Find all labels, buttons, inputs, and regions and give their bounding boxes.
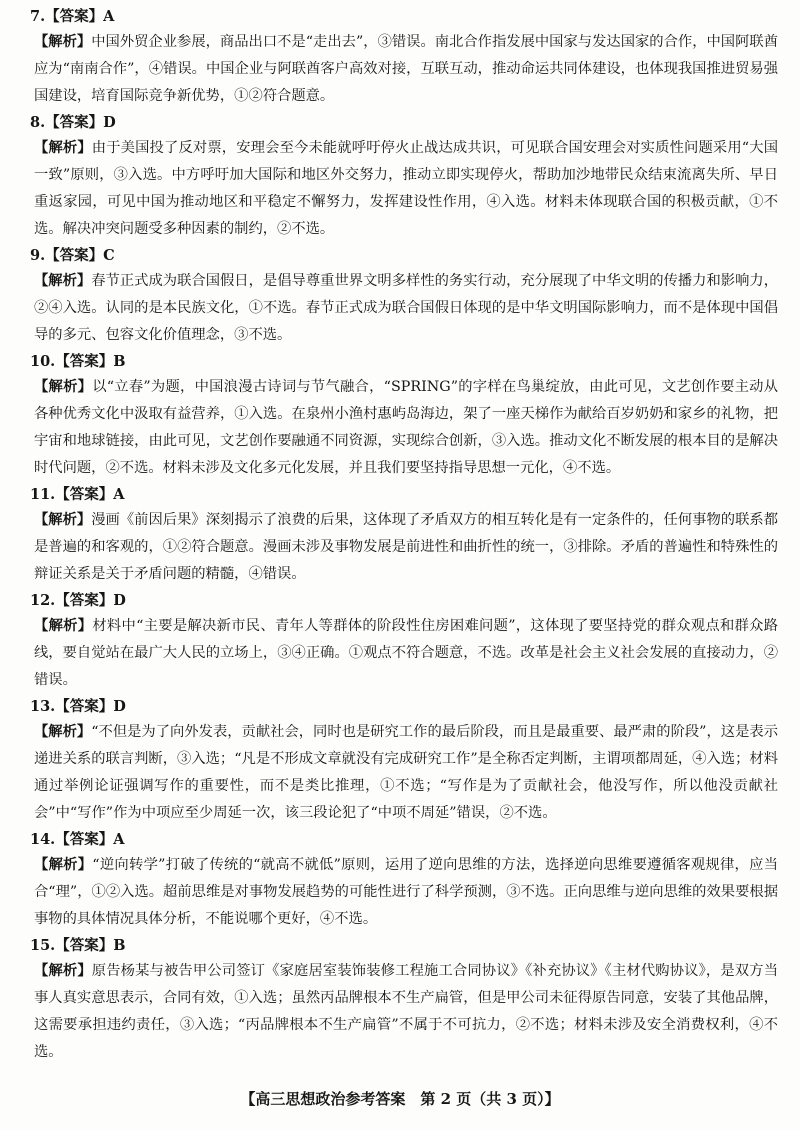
answer-line (30, 110, 778, 135)
explanation-tag: 【解析】 (34, 379, 93, 395)
answer-letter: A (113, 486, 125, 503)
answer-letter: B (113, 353, 126, 370)
answer-tag: 【答案】 (55, 937, 114, 954)
explanation (34, 268, 778, 349)
explanation (34, 507, 778, 588)
answer-letter: A (113, 831, 125, 848)
answer-line (30, 4, 778, 29)
answer-letter: D (103, 114, 116, 131)
question-12 (30, 588, 778, 694)
question-number: 7. (30, 8, 46, 25)
question-7 (30, 4, 778, 110)
answer-line (30, 827, 778, 852)
answer-tag: 【答案】 (55, 353, 114, 370)
question-15 (30, 933, 778, 1066)
answer-letter: D (113, 592, 126, 609)
explanation-text: 原告杨某与被告甲公司签订《家庭居室装饰装修工程施工合同协议》《补充协议》《主材代购协议》，是双方当事人真实意思表示，合同有效，①入选；虽然丙品牌根本不生产扁管，但是甲公司未征得原告同意，安装了其他品牌，这需要承担违约责任，③入选；“丙品牌根本不生产扁管”不属于不可抗力，②不选；材料未涉及安全消费权利，④不选。 (34, 963, 778, 1060)
answer-tag: 【答案】 (55, 698, 114, 715)
question-number: 13. (30, 698, 56, 715)
answer-letter: B (113, 937, 126, 954)
question-8 (30, 110, 778, 243)
explanation (34, 958, 778, 1066)
explanation-tag: 【解析】 (34, 34, 92, 50)
answer-document (30, 4, 778, 1066)
explanation-text: 春节正式成为联合国假日，是倡导尊重世界文明多样性的务实行动，充分展现了中华文明的传播力和影响力，②④入选。认同的是本民族文化，①不选。春节正式成为联合国假日体现的是中华文明国际影响力，而不是体现中国倡导的多元、包容文化价值理念，③不选。 (34, 273, 778, 343)
explanation-text: 漫画《前因后果》深刻揭示了浪费的后果，这体现了矛盾双方的相互转化是有一定条件的，任何事物的联系都是普遍的和客观的，①②符合题意。漫画未涉及事物发展是前进性和曲折性的统一，③排除。矛盾的普遍性和特殊性的辩证关系是关于矛盾问题的精髓，④错误。 (34, 512, 778, 582)
explanation (34, 29, 778, 110)
explanation (34, 852, 778, 933)
answer-letter: C (103, 247, 115, 264)
explanation-tag: 【解析】 (34, 512, 92, 528)
question-number: 10. (30, 353, 56, 370)
answer-tag: 【答案】 (45, 8, 104, 25)
question-number: 12. (30, 592, 56, 609)
answer-line (30, 588, 778, 613)
explanation (34, 719, 778, 827)
question-number: 14. (30, 831, 56, 848)
question-number: 11. (30, 486, 56, 503)
explanation (34, 135, 778, 243)
explanation (34, 613, 778, 694)
answer-tag: 【答案】 (55, 592, 114, 609)
answer-letter: A (103, 8, 115, 25)
explanation-text: 以“立春”为题，中国浪漫古诗词与节气融合，“SPRING”的字样在鸟巢绽放，由此可见，文艺创作要主动从各种优秀文化中汲取有益营养，①入选。在泉州小渔村惠屿岛海边，架了一座天梯作为献给百岁奶奶和家乡的礼物，把宇宙和地球链接，由此可见，文艺创作要融通不同资源，实现综合创新，③入选。推动文化不断发展的根本目的是解决时代问题，②不选。材料未涉及文化多元化发展，并且我们要坚持指导思想一元化，④不选。 (34, 379, 778, 476)
explanation-tag: 【解析】 (34, 724, 92, 740)
page-footer: 【高三思想政治参考答案 第 2 页（共 3 页）】 (240, 1090, 560, 1108)
question-number: 8. (30, 114, 46, 131)
question-9 (30, 243, 778, 349)
answer-line (30, 482, 778, 507)
explanation-tag: 【解析】 (34, 963, 92, 979)
answer-line (30, 694, 778, 719)
explanation-tag: 【解析】 (34, 140, 92, 156)
explanation (34, 374, 778, 482)
answer-tag: 【答案】 (55, 831, 114, 848)
question-10 (30, 349, 778, 482)
question-14 (30, 827, 778, 933)
question-13 (30, 694, 778, 827)
answer-line (30, 933, 778, 958)
explanation-text: 由于美国投了反对票，安理会至今未能就呼吁停火止战达成共识，可见联合国安理会对实质性问题采用“大国一致”原则，③入选。中方呼吁加大国际和地区外交努力，推动立即实现停火，帮助加沙地带民众结束流离失所、早日重返家园，可见中国为推动地区和平稳定不懈努力，发挥建设性作用，④入选。材料未体现联合国的积极贡献，①不选。解决冲突问题受多种因素的制约，②不选。 (34, 140, 778, 237)
answer-line (30, 349, 778, 374)
explanation-tag: 【解析】 (34, 273, 92, 289)
explanation-text: “逆向转学”打破了传统的“就高不就低”原则，运用了逆向思维的方法，选择逆向思维要遵循客观规律，应当合“理”，①②入选。超前思维是对事物发展趋势的可能性进行了科学预测，③不选。正向思维与逆向思维的效果要根据事物的具体情况具体分析，不能说哪个更好，④不选。 (34, 857, 778, 927)
explanation-tag: 【解析】 (34, 618, 93, 634)
explanation-tag: 【解析】 (34, 857, 93, 873)
question-number: 15. (30, 937, 56, 954)
answer-tag: 【答案】 (45, 114, 104, 131)
question-11 (30, 482, 778, 588)
answer-tag: 【答案】 (55, 486, 114, 503)
question-number: 9. (30, 247, 46, 264)
answer-tag: 【答案】 (45, 247, 104, 264)
explanation-text: “不但是为了向外发表，贡献社会，同时也是研究工作的最后阶段，而且是最重要、最严肃的阶段”，这是表示递进关系的联言判断，③入选；“凡是不形成文章就没有完成研究工作”是全称否定判断，主谓项都周延，④入选；材料通过举例论证强调写作的重要性，而不是类比推理，①不选；“写作是为了贡献社会，他没写作，所以他没贡献社会”中“写作”作为中项应至少周延一次，该三段论犯了“中项不周延”错误，②不选。 (34, 724, 779, 821)
explanation-text: 中国外贸企业参展，商品出口不是“走出去”，③错误。南北合作指发展中国家与发达国家的合作，中国阿联酋应为“南南合作”，④错误。中国企业与阿联酋客户高效对接，互联互动，推动命运共同体建设，也体现我国推进贸易强国建设，培育国际竞争新优势，①②符合题意。 (34, 34, 779, 104)
explanation-text: 材料中“主要是解决新市民、青年人等群体的阶段性住房困难问题”，这体现了要坚持党的群众观点和群众路线，要自觉站在最广大人民的立场上，③④正确。①观点不符合题意，不选。改革是社会主义社会发展的直接动力，②错误。 (34, 618, 778, 688)
answer-letter: D (113, 698, 126, 715)
answer-line (30, 243, 778, 268)
